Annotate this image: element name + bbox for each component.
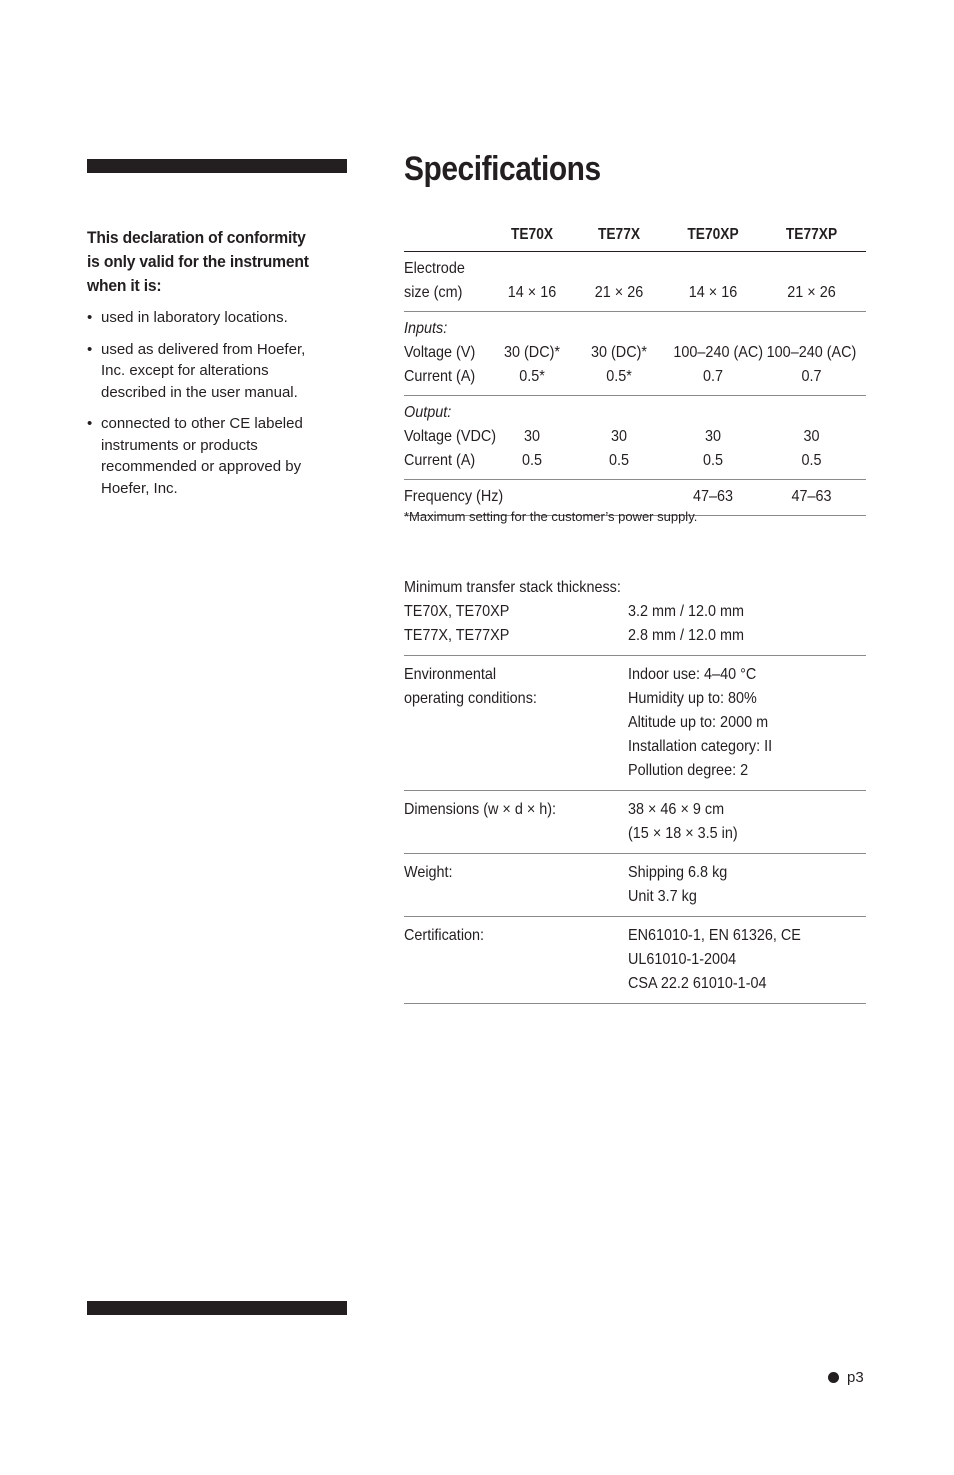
- spec-row-certification: [404, 924, 866, 1004]
- table-row-output: [404, 396, 866, 480]
- column-header: TE70X: [510, 226, 554, 243]
- spec-value: Shipping 6.8 kg Unit 3.7 kg: [628, 864, 728, 905]
- table-cell: 100–240 (AC) 0.7: [766, 344, 857, 385]
- spec-label: Environmental operating conditions:: [404, 666, 537, 707]
- declaration-conditions-list: [87, 307, 342, 509]
- table-cell: 30 0.5: [801, 428, 822, 469]
- spec-value: EN61010-1, EN 61326, CE UL61010-1-2004 CSA 22.2 61010-1-04: [628, 927, 801, 992]
- spec-value: Indoor use: 4–40 °C Humidity up to: 80% Altitude up to: 2000 m Installation category: II Pollution degree: 2: [628, 666, 773, 779]
- spec-row-transfer-stack: [404, 576, 866, 656]
- list-item-line: Hoefer, Inc.: [101, 479, 178, 497]
- table-footnote: *Maximum setting for the customer’s power supply.: [404, 509, 698, 524]
- spec-row-dimensions: [404, 798, 866, 854]
- table-header-row: [404, 223, 866, 252]
- list-item: [87, 413, 342, 499]
- table-cell: [569, 485, 669, 509]
- column-header: TE70XP: [687, 226, 739, 243]
- page-marker-icon: [828, 1372, 839, 1383]
- page-number: [828, 1368, 864, 1388]
- bullet-icon: •: [87, 340, 93, 358]
- list-item-line: used in laboratory locations.: [101, 309, 288, 326]
- column-header: TE77XP: [785, 226, 838, 243]
- specifications-table: [404, 223, 866, 516]
- row-label: Frequency (Hz): [404, 488, 504, 505]
- table-cell: 30 (DC)* 0.5*: [590, 344, 647, 385]
- list-item-line: recommended or approved by: [101, 458, 302, 475]
- list-item-line: instruments or products: [101, 436, 258, 454]
- table-cell: 47–63: [692, 488, 734, 505]
- list-item-line: connected to other CE labeled: [101, 415, 303, 432]
- table-cell: 30 0.5: [521, 428, 543, 469]
- list-item-line: used as delivered from Hoefer,: [101, 340, 306, 358]
- row-label: Electrode size (cm): [404, 260, 465, 301]
- row-label: Inputs: Voltage (V) Current (A): [404, 320, 476, 385]
- table-cell: 100–240 (AC) 0.7: [673, 344, 764, 385]
- table-cell: 30 0.5: [702, 428, 724, 469]
- spec-label: Minimum transfer stack thickness: TE70X, TE70XP TE77X, TE77XP: [404, 579, 621, 644]
- row-label: Output: Voltage (VDC) Current (A): [404, 404, 497, 469]
- declaration-heading: [87, 226, 322, 298]
- table-header-blank: [404, 223, 495, 247]
- general-specifications: [404, 576, 866, 1011]
- spec-value: 38 × 46 × 9 cm (15 × 18 × 3.5 in): [628, 801, 738, 842]
- table-row-inputs: [404, 312, 866, 396]
- decorative-bar-top: [87, 159, 347, 173]
- table-cell: 14 × 16: [507, 284, 557, 301]
- page-number-label: p3: [847, 1369, 864, 1386]
- list-item: [87, 307, 342, 329]
- bullet-icon: •: [87, 415, 93, 432]
- decorative-bar-bottom: [87, 1301, 347, 1315]
- table-cell: 21 × 26: [594, 284, 644, 301]
- spec-label: Dimensions (w × d × h):: [404, 801, 557, 818]
- declaration-heading-line: is only valid for the instrument: [87, 252, 309, 271]
- table-cell: 30 0.5: [608, 428, 630, 469]
- spec-row-weight: [404, 861, 866, 917]
- declaration-heading-line: This declaration of conformity: [87, 228, 306, 247]
- declaration-heading-line: when it is:: [87, 276, 162, 295]
- spec-label: Weight:: [404, 864, 453, 881]
- spec-label: Certification:: [404, 927, 485, 944]
- spec-row-environment: [404, 663, 866, 791]
- list-item-line: Inc. except for alterations: [101, 362, 269, 379]
- table-cell: 47–63: [791, 488, 832, 505]
- spec-value: 3.2 mm / 12.0 mm 2.8 mm / 12.0 mm: [628, 603, 745, 644]
- table-cell: 21 × 26: [787, 284, 836, 301]
- page-title: Specifications: [404, 150, 601, 188]
- column-header: TE77X: [597, 226, 641, 243]
- table-cell: 30 (DC)* 0.5*: [503, 344, 560, 385]
- table-cell: 14 × 16: [688, 284, 738, 301]
- list-item: [87, 339, 342, 404]
- bullet-icon: •: [87, 309, 93, 326]
- list-item-line: described in the user manual.: [101, 383, 298, 401]
- table-row-electrode: [404, 252, 866, 312]
